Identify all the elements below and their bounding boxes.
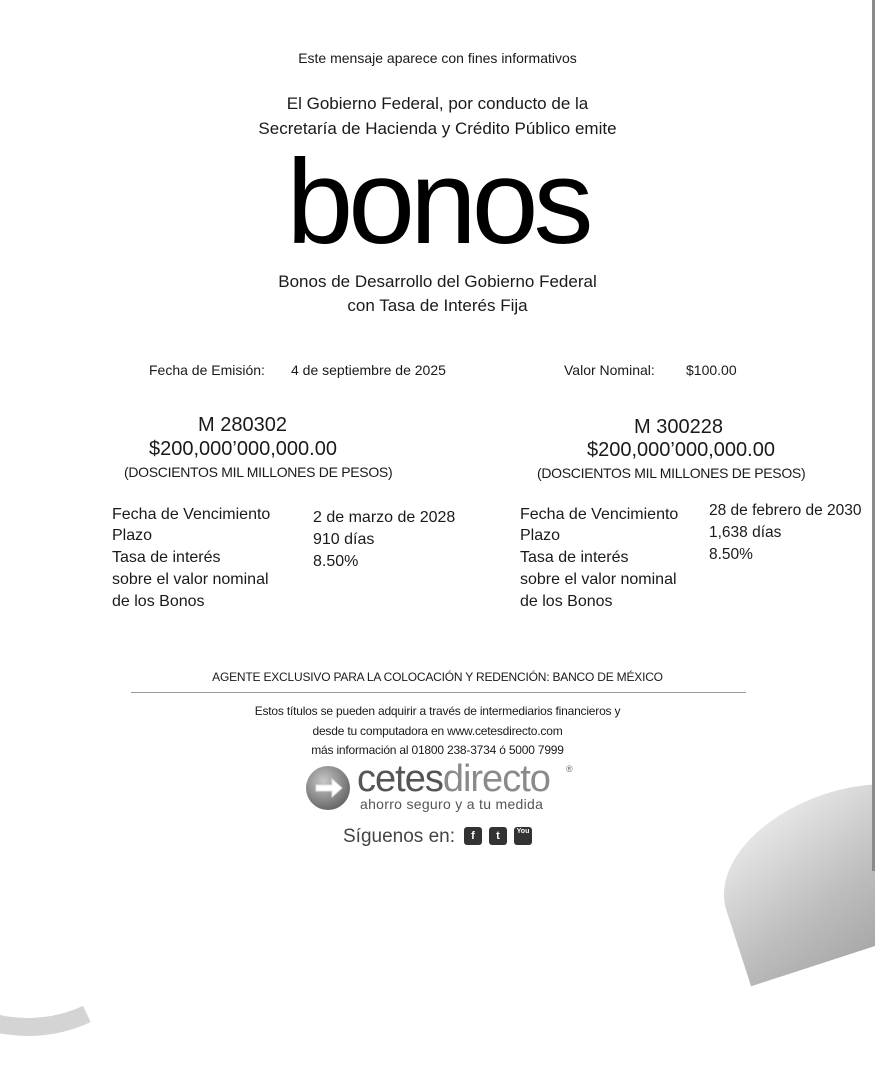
bond-1-rate-label-2: sobre el valor nominal [112, 571, 269, 588]
bond-1-labels [112, 504, 270, 613]
bond-1-rate-label: Tasa de interés [112, 549, 221, 566]
bond-2-labels [520, 504, 678, 613]
issuer-line-1: El Gobierno Federal, por conducto de la [286, 94, 589, 113]
bond-2-amount: $200,000’000,000.00 [587, 439, 775, 461]
issue-date-value: 4 de septiembre de 2025 [291, 362, 446, 378]
bond-2-maturity-label: Fecha de Vencimiento [520, 506, 679, 523]
placement-agent: AGENTE EXCLUSIVO PARA LA COLOCACIÓN Y REDENCIÓN: BANCO DE MÉXICO [212, 670, 663, 684]
bond-1-values [313, 507, 455, 573]
nominal-value-label: Valor Nominal: [564, 362, 655, 378]
logo-word-light: directo [442, 758, 550, 800]
subtitle-line-1: Bonos de Desarrollo del Gobierno Federal [278, 272, 597, 291]
bond-1-amount: $200,000’000,000.00 [149, 438, 337, 460]
nominal-value: $100.00 [686, 362, 737, 378]
bond-2-term-label: Plazo [520, 527, 561, 544]
logo-tagline: ahorro seguro y a tu medida [360, 796, 544, 812]
bond-1-maturity-value: 2 de marzo de 2028 [313, 509, 456, 526]
bond-1-rate-value: 8.50% [313, 553, 359, 570]
bond-2-amount-words: (DOSCIENTOS MIL MILLONES DE PESOS) [537, 465, 806, 481]
divider [131, 692, 746, 693]
registered-mark: ® [566, 764, 573, 774]
logo-word-bold: cetes [357, 758, 443, 800]
issuer-line-2: Secretaría de Hacienda y Crédito Público emite [258, 119, 617, 138]
info-line-1: Estos títulos se pueden adquirir a través de intermediarios financieros y [254, 704, 621, 718]
decorative-swoosh-right [702, 754, 875, 987]
bond-2-rate-value: 8.50% [709, 546, 753, 563]
bond-2-term-value: 1,638 días [709, 524, 782, 541]
youtube-glyph: You [516, 828, 530, 835]
arrow-glyph [306, 766, 350, 810]
bond-1-term-label: Plazo [112, 527, 153, 544]
bond-1-maturity-label: Fecha de Vencimiento [112, 506, 271, 523]
headline: bonos [286, 135, 589, 269]
bond-2-code: M 300228 [634, 416, 723, 438]
bond-1-amount-words: (DOSCIENTOS MIL MILLONES DE PESOS) [124, 464, 393, 480]
facebook-icon[interactable]: f [464, 827, 482, 845]
subtitle-line-2: con Tasa de Interés Fija [347, 296, 528, 315]
youtube-icon[interactable] [514, 827, 532, 845]
bond-2-rate-label-2: sobre el valor nominal [520, 571, 677, 588]
arrow-circle-icon [306, 766, 350, 810]
bond-1-term-value: 910 días [313, 531, 375, 548]
info-notice: Este mensaje aparece con fines informativos [298, 50, 577, 66]
follow-label: Síguenos en: [343, 826, 455, 847]
cetesdirecto-logo [357, 758, 550, 801]
twitter-icon[interactable]: t [489, 827, 507, 845]
bond-1-rate-label-3: de los Bonos [112, 593, 205, 610]
bond-2-maturity-value: 28 de febrero de 2030 [709, 502, 862, 519]
info-line-2: desde tu computadora en www.cetesdirecto.com [312, 724, 563, 738]
bond-2-rate-label: Tasa de interés [520, 549, 629, 566]
bond-2-values [709, 500, 862, 566]
bond-1-code: M 280302 [198, 414, 287, 436]
issue-date-label: Fecha de Emisión: [149, 362, 265, 378]
info-line-3: más información al 01800 238-3734 ó 5000 7999 [311, 743, 564, 757]
bond-2-rate-label-3: de los Bonos [520, 593, 613, 610]
